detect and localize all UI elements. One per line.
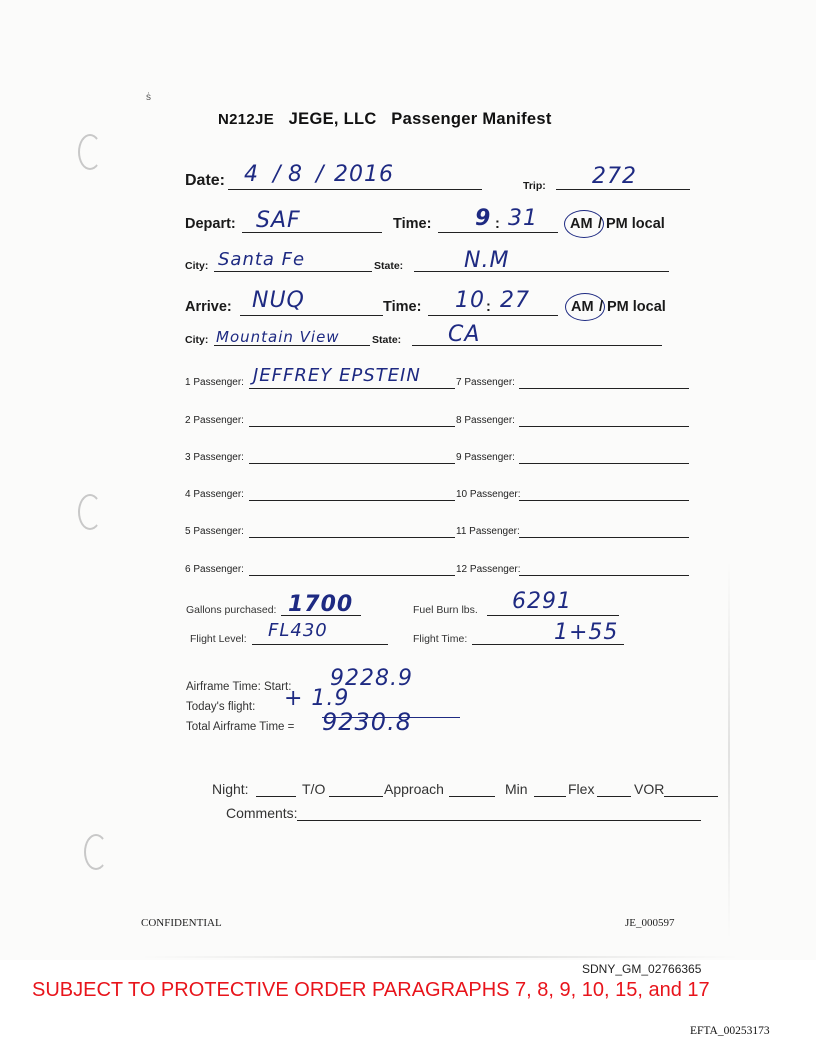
passenger-number: 9 [456,452,462,463]
punch-hole-icon [78,494,102,530]
passenger-line [519,500,689,501]
passenger-label-text: Passenger: [464,452,515,463]
confidential-label: CONFIDENTIAL [141,917,222,929]
passenger-label [185,377,244,388]
depart-city-label: City: [185,260,209,272]
total-airframe-label: Total Airframe Time = [186,721,295,733]
passenger-label-text: Passenger: [193,489,244,500]
passenger-label [185,489,244,500]
passenger-label [185,452,244,463]
arrive-ampm-slash: / [599,299,604,315]
depart-state-line [414,271,669,272]
arrive-state-label: State: [372,334,402,346]
passenger-label-text: Passenger: [193,526,244,537]
arrive-time-label: Time: [383,299,422,315]
comments-line [297,820,701,821]
passenger-label [456,489,521,500]
fuel-burn-line [487,615,619,616]
arrive-line [240,315,383,316]
passenger-number: 8 [456,415,462,426]
fuel-burn-label: Fuel Burn lbs. [413,604,478,616]
passenger-number: 2 [185,415,191,426]
depart-ampm-slash: / [598,216,603,232]
min-label: Min [505,781,528,797]
scan-bottom-shadow [140,956,740,958]
passenger-label-text: Passenger: [193,415,244,426]
passenger-label-text: Passenger: [464,415,515,426]
depart-state: N.M [464,248,510,273]
arrive-hour: 10 [455,288,485,313]
passenger-line [249,388,455,389]
passenger-line [519,575,689,576]
passenger-number: 10 [456,489,468,500]
depart-city: Santa Fe [218,249,306,270]
protective-order-notice: SUBJECT TO PROTECTIVE ORDER PARAGRAPHS 7, 8, 9, 10, 15, and 17 [32,979,710,1001]
flight-level-line [252,644,388,645]
passenger-number: 1 [185,377,191,388]
page-title [218,110,552,129]
arrive-label: Arrive: [185,299,232,315]
passenger-line [519,426,689,427]
airframe-start-label: Airframe Time: Start: [186,681,292,693]
passenger-label-text: Passenger: [469,526,520,537]
passenger-label-text: Passenger: [469,489,521,500]
date-label: Date: [185,172,226,189]
passenger-line [519,463,689,464]
flight-time-label: Flight Time: [413,633,468,645]
arrive-city-label: City: [185,334,209,346]
form-title: Passenger Manifest [391,110,552,128]
passenger-number: 4 [185,489,191,500]
depart-label: Depart: [185,216,236,232]
gallons-purchased: 1700 [288,592,354,617]
depart-minute: 31 [508,206,538,231]
punch-hole-icon [84,834,108,870]
passenger-number: 12 [456,564,468,575]
passenger-label [456,526,520,537]
trip-label: Trip: [523,180,546,192]
flex-label: Flex [568,781,595,797]
passenger-number: 11 [456,526,467,537]
gallons-label: Gallons purchased: [186,604,277,616]
depart-city-line [214,271,372,272]
arrive-am: AM [571,299,594,315]
total-airframe: 9230.8 [322,708,412,736]
passenger-line [249,537,455,538]
passenger-label-text: Passenger: [464,377,515,388]
depart-state-label: State: [374,260,404,272]
passenger-number: 6 [185,564,191,575]
passenger-line [249,500,455,501]
date-year: 2016 [334,162,394,187]
passenger-label [456,377,515,388]
night-line [256,796,296,797]
passenger-label [456,452,515,463]
vor-line [664,796,718,797]
passenger-line [519,537,689,538]
min-line [534,796,566,797]
passenger-label [185,415,244,426]
passenger-label [185,564,244,575]
arrive-time-line [428,315,558,316]
scan-edge-shadow [728,560,730,940]
passenger-label-text: Passenger: [193,564,244,575]
approach-line [449,796,495,797]
fuel-burn: 6291 [512,589,572,614]
flex-line [597,796,631,797]
passenger-number: 5 [185,526,191,537]
flight-level-label: Flight Level: [190,633,247,645]
takeoff-line [329,796,383,797]
passenger-line [519,388,689,389]
arrive-minute: 27 [500,288,530,313]
passenger-label [456,564,521,575]
passenger-label [185,526,244,537]
trip-number: 272 [592,164,637,189]
efta-number: EFTA_00253173 [690,1025,770,1037]
sdny-bates-number: SDNY_GM_02766365 [582,962,702,976]
trip-line [556,189,690,190]
je-bates-number: JE_000597 [625,917,675,929]
depart-hour: 9 [475,206,492,231]
takeoff-label: T/O [302,781,326,797]
depart-time-line [438,232,558,233]
passenger-number: 3 [185,452,191,463]
passenger-number: 7 [456,377,462,388]
passenger-label [456,415,515,426]
date-month: 4 [244,162,259,187]
approach-label: Approach [384,781,444,797]
night-label: Night: [212,781,249,797]
date-separator: / [273,162,282,187]
passenger-label-text: Passenger: [193,377,244,388]
depart-airport: SAF [256,208,301,233]
depart-am: AM [570,216,593,232]
depart-time-colon: : [495,216,500,232]
comments-label: Comments: [226,805,298,821]
passenger-line [249,426,455,427]
passenger-name: JEFFREY EPSTEIN [253,365,421,386]
margin-mark: ṡ [146,92,151,103]
arrive-city: Mountain View [216,328,340,346]
arrive-time-colon: : [486,299,491,315]
arrive-state: CA [448,322,481,347]
todays-flight: + 1.9 [284,686,350,711]
flight-time: 1+55 [554,620,619,645]
passenger-label-text: Passenger: [193,452,244,463]
date-day: 8 [288,162,303,187]
date-separator: / [316,162,325,187]
vor-label: VOR [634,781,665,797]
depart-time-label: Time: [393,216,432,232]
passenger-line [249,463,455,464]
date-line [228,189,482,190]
arrive-airport: NUQ [252,288,305,313]
punch-hole-icon [78,134,102,170]
passenger-line [249,575,455,576]
airframe-start: 9228.9 [330,666,413,691]
depart-pm-local: PM local [606,216,665,232]
arrive-pm-local: PM local [607,299,666,315]
passenger-label-text: Passenger: [469,564,521,575]
todays-flight-label: Today's flight: [186,701,256,713]
tail-number: N212JE [218,111,275,128]
flight-level: FL430 [268,620,328,641]
company-name: JEGE, LLC [288,110,377,128]
